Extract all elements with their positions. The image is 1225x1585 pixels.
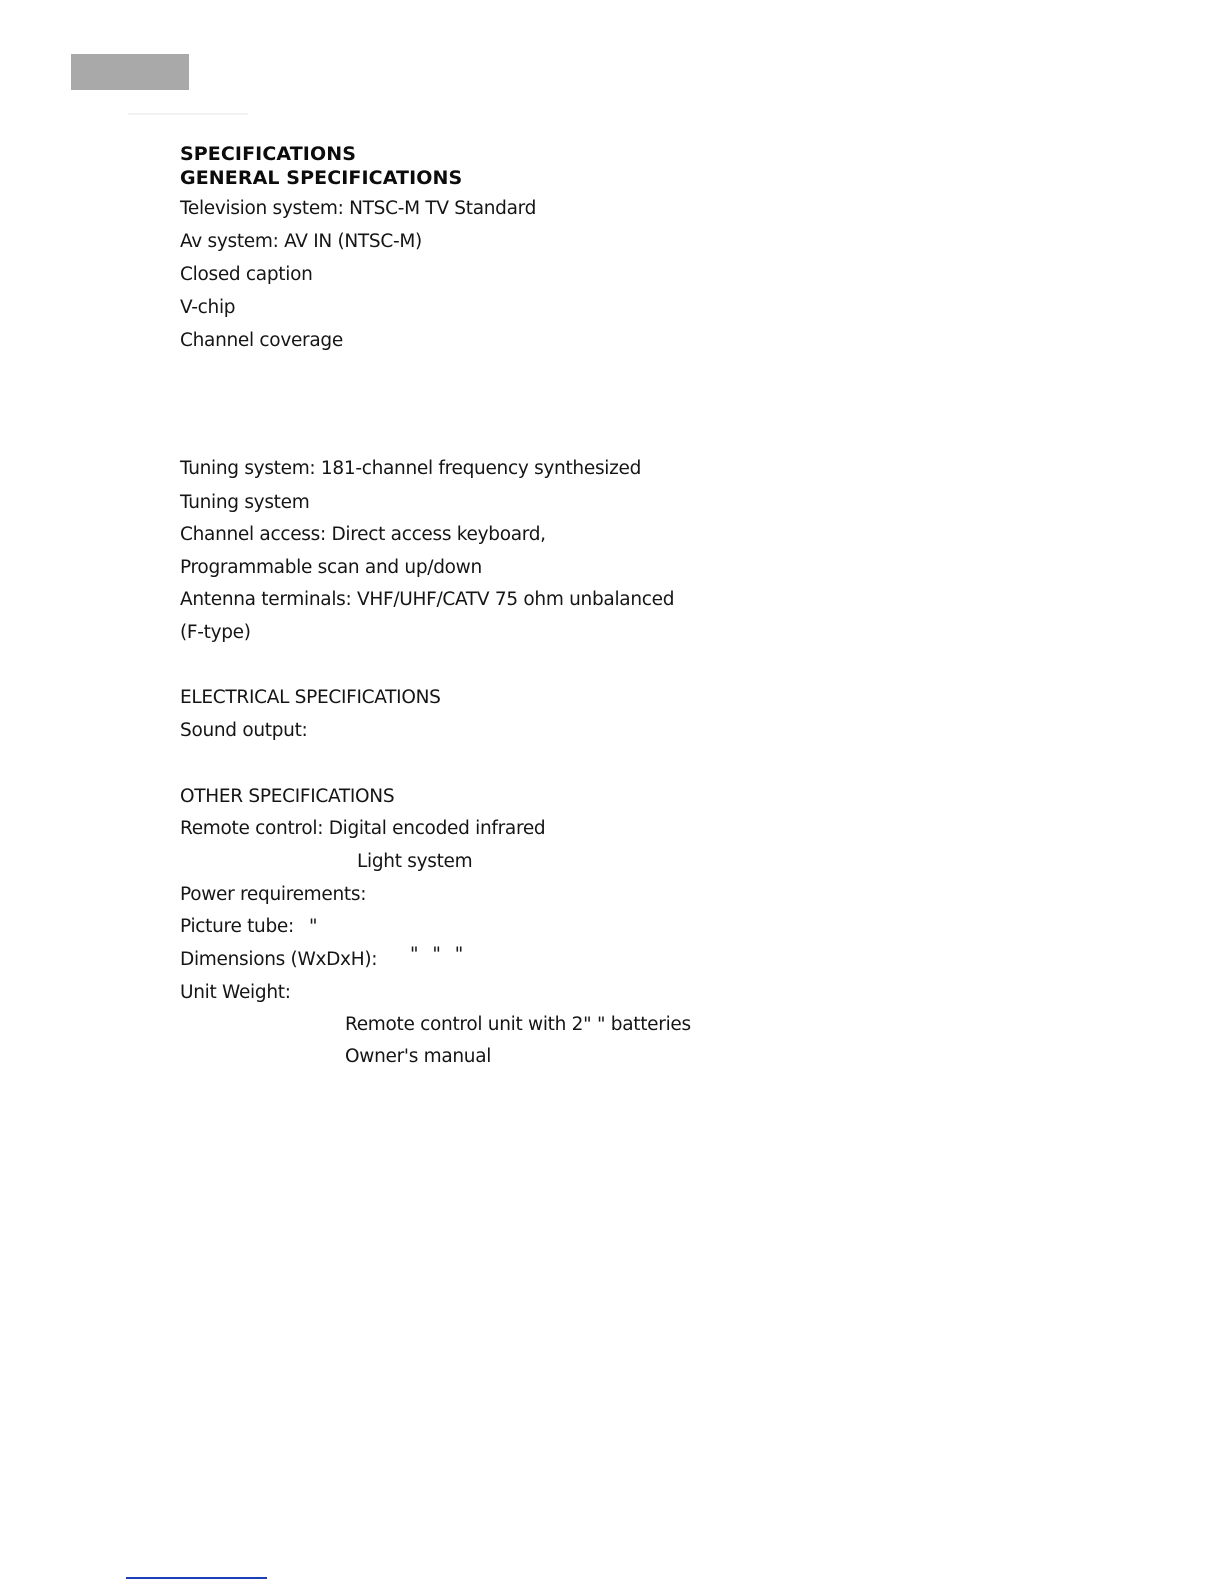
spec-sound-output: Sound output:: [180, 720, 308, 741]
spec-antenna-terminals: Antenna terminals: VHF/UHF/CATV 75 ohm unbalanced: [180, 589, 675, 610]
spec-channel-access: Channel access: Direct access keyboard,: [180, 524, 546, 545]
spec-tuning-system-1: Tuning system: 181-channel frequency synthesized: [180, 458, 642, 479]
spec-closed-caption: Closed caption: [180, 264, 313, 285]
faint-rule: [128, 113, 248, 115]
accessory-remote-control: Remote control unit with 2": [345, 1014, 592, 1035]
spec-f-type: (F-type): [180, 622, 251, 643]
section-title-general: GENERAL SPECIFICATIONS: [180, 167, 463, 189]
spec-av-system: Av system: AV IN (NTSC-M): [180, 231, 422, 252]
section-heading-electrical: ELECTRICAL SPECIFICATIONS: [180, 687, 441, 708]
bottom-rule: [126, 1577, 267, 1579]
spec-programmable-scan: Programmable scan and up/down: [180, 557, 482, 578]
spec-picture-tube: Picture tube:: [180, 916, 294, 937]
spec-remote-control: Remote control: Digital encoded infrared: [180, 818, 546, 839]
spec-channel-coverage: Channel coverage: [180, 330, 343, 351]
spec-power-requirements: Power requirements:: [180, 884, 367, 905]
page-title: SPECIFICATIONS: [180, 143, 356, 165]
spec-v-chip: V-chip: [180, 297, 236, 318]
spec-unit-weight: Unit Weight:: [180, 982, 291, 1003]
spec-tuning-system-2: Tuning system: [180, 492, 310, 513]
accessory-owners-manual: Owner's manual: [345, 1046, 492, 1067]
section-heading-other: OTHER SPECIFICATIONS: [180, 786, 395, 807]
spec-television-system: Television system: NTSC-M TV Standard: [180, 198, 537, 219]
accessory-remote-batteries: " batteries: [597, 1014, 691, 1035]
picture-tube-mark: ": [309, 916, 318, 937]
spec-dimensions: Dimensions (WxDxH):: [180, 949, 378, 970]
header-tab-box: [71, 54, 189, 90]
dimensions-marks: " " ": [410, 944, 468, 965]
spec-light-system: Light system: [357, 851, 473, 872]
